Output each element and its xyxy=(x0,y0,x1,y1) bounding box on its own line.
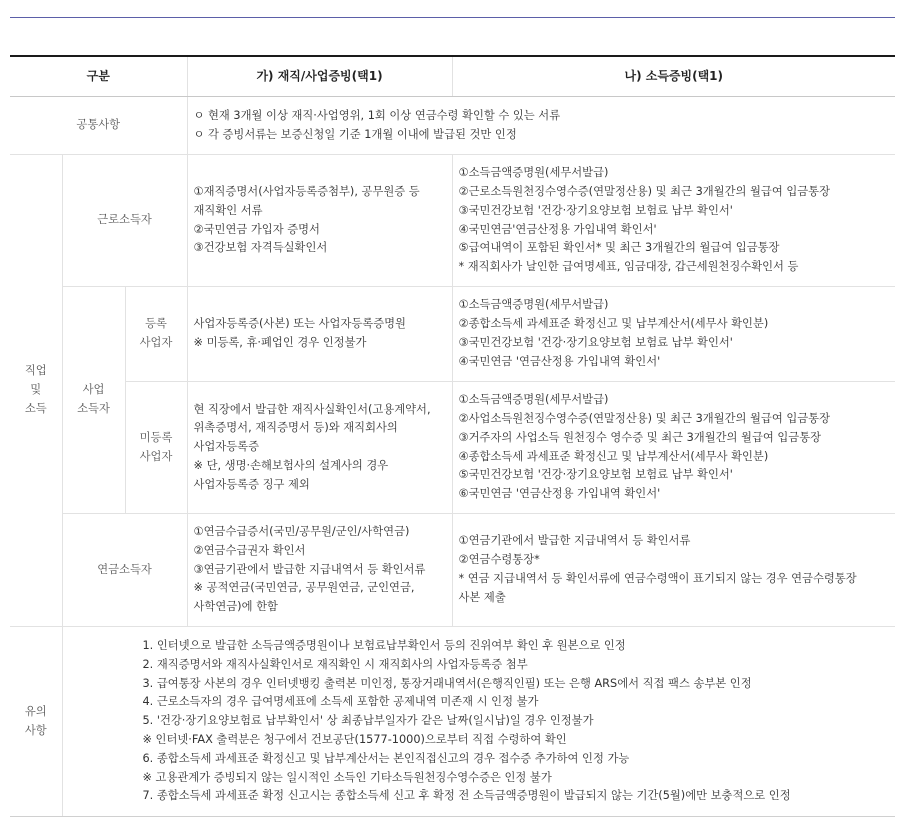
note-line: ※ 고용관계가 증빙되지 않는 일시적인 소득인 기타소득원천징수영수증은 인정 불가 xyxy=(142,770,552,784)
label-registered: 등록 사업자 xyxy=(125,287,187,382)
worker-a: ①재직증명서(사업자등록증첨부), 공무원증 등 재직확인 서류 ②국민연금 가입자 증명서 ③건강보험 자격득실확인서 xyxy=(187,155,452,287)
note-line: 6. 종합소득세 과세표준 확정신고 및 납부계산서는 본인직접신고의 경우 접수증 추가하여 인정 가능 xyxy=(142,751,630,765)
row-notes xyxy=(10,627,895,817)
header-col-a: 가) 재직/사업증빙(택1) xyxy=(187,56,452,97)
registered-a: 사업자등록증(사본) 또는 사업자등록증명원 ※ 미등록, 휴·폐업인 경우 인정불가 xyxy=(187,287,452,382)
common-line: ㅇ 각 증빙서류는 보증신청일 기준 1개월 이내에 발급된 것만 인정 xyxy=(193,127,517,141)
unregistered-b: ①소득금액증명원(세무서발급) ②사업소득원천징수영수증(연말정산용) 및 최근 3개월간의 월급여 입금통장 ③거주자의 사업소득 원천징수 영수증 및 최근 3개월간의 월급여 입금통장 ④종합소득세 과세표준 확정신고 및 납부계산서(세무사 확인분) ⑤국민건강보험 '건강·장기요양보험 보험료 납부 확인서' ⑥국민연금 '연금산정용 가입내역 확인서' xyxy=(452,382,895,514)
note-line: 2. 재직증명서와 재직사실확인서로 재직확인 시 재직회사의 사업자등록증 첨부 xyxy=(142,657,528,671)
row-registered xyxy=(10,287,895,382)
label-notes: 유의 사항 xyxy=(10,627,62,817)
row-pension xyxy=(10,514,895,627)
common-line: ㅇ 현재 3개월 이상 재직·사업영위, 1회 이상 연금수령 확인할 수 있는 서류 xyxy=(193,108,561,122)
pension-a: ①연금수급증서(국민/공무원/군인/사학연금) ②연금수급권자 확인서 ③연금기관에서 발급한 지급내역서 등 확인서류 ※ 공적연금(국민연금, 공무원연금, 군인연금, 사학연금)에 한함 xyxy=(187,514,452,627)
header-col-b: 나) 소득증빙(택1) xyxy=(452,56,895,97)
label-unregistered: 미등록 사업자 xyxy=(125,382,187,514)
registered-b: ①소득금액증명원(세무서발급) ②종합소득세 과세표준 확정신고 및 납부계산서(세무사 확인분) ③국민건강보험 '건강·장기요양보험 보험료 납부 확인서' ④국민연금 '연금산정용 가입내역 확인서' xyxy=(452,287,895,382)
note-line: 1. 인터넷으로 발급한 소득금액증명원이나 보험료납부확인서 등의 진위여부 확인 후 원본으로 인정 xyxy=(142,639,626,652)
row-worker xyxy=(10,155,895,287)
pension-b: ①연금기관에서 발급한 지급내역서 등 확인서류 ②연금수령통장* * 연금 지급내역서 등 확인서류에 연금수령액이 표기되지 않는 경우 연금수령통장 사본 제출 xyxy=(452,514,895,627)
unregistered-a: 현 직장에서 발급한 재직사실확인서(고용계약서, 위촉증명서, 재직증명서 등)와 재직회사의 사업자등록증 ※ 단, 생명·손해보험사의 설계사의 경우 사업자등록증 징구 제외 xyxy=(187,382,452,514)
note-line: ※ 인터넷·FAX 출력분은 청구에서 건보공단(1577-1000)으로부터 직접 수령하여 확인 xyxy=(142,732,567,746)
worker-b: ①소득금액증명원(세무서발급) ②근로소득원천징수영수증(연말정산용) 및 최근 3개월간의 월급여 입금통장 ③국민건강보험 '건강·장기요양보험 보험료 납부 확인서' ④국민연금'연금산정용 가입내역 확인서' ⑤급여내역이 포함된 확인서* 및 최근 3개월간의 월급여 입금통장 * 재직회사가 날인한 급여명세표, 임금대장, 갑근세원천징수확인서 등 xyxy=(452,155,895,287)
label-business: 사업 소득자 xyxy=(62,287,125,514)
notes-content xyxy=(62,627,895,817)
label-pension: 연금소득자 xyxy=(62,514,187,627)
requirements-table xyxy=(10,55,895,817)
row-common xyxy=(10,97,895,155)
note-line: 7. 종합소득세 과세표준 확정 신고시는 종합소득세 신고 후 확정 전 소득금액증명원이 발급되지 않는 기간(5월)에만 보충적으로 인정 xyxy=(142,789,791,803)
note-line: 5. '건강·장기요양보험료 납부확인서' 상 최종납부일자가 같은 날짜(일시납)일 경우 인정불가 xyxy=(142,714,594,728)
header-row xyxy=(10,56,895,97)
label-worker: 근로소득자 xyxy=(62,155,187,287)
note-line: 4. 근로소득자의 경우 급여명세표에 소득세 포함한 공제내역 미존재 시 인정 불가 xyxy=(142,695,539,709)
top-divider xyxy=(10,17,895,18)
common-content xyxy=(187,97,895,155)
row-unregistered xyxy=(10,382,895,514)
header-category: 구분 xyxy=(10,56,187,97)
label-common: 공통사항 xyxy=(10,97,187,155)
note-line: 3. 급여통장 사본의 경우 인터넷뱅킹 출력본 미인정, 통장거래내역서(은행직인필) 또는 은행 ARS에서 직접 팩스 송부본 인정 xyxy=(142,676,752,690)
label-job-income: 직업 및 소득 xyxy=(10,155,62,627)
